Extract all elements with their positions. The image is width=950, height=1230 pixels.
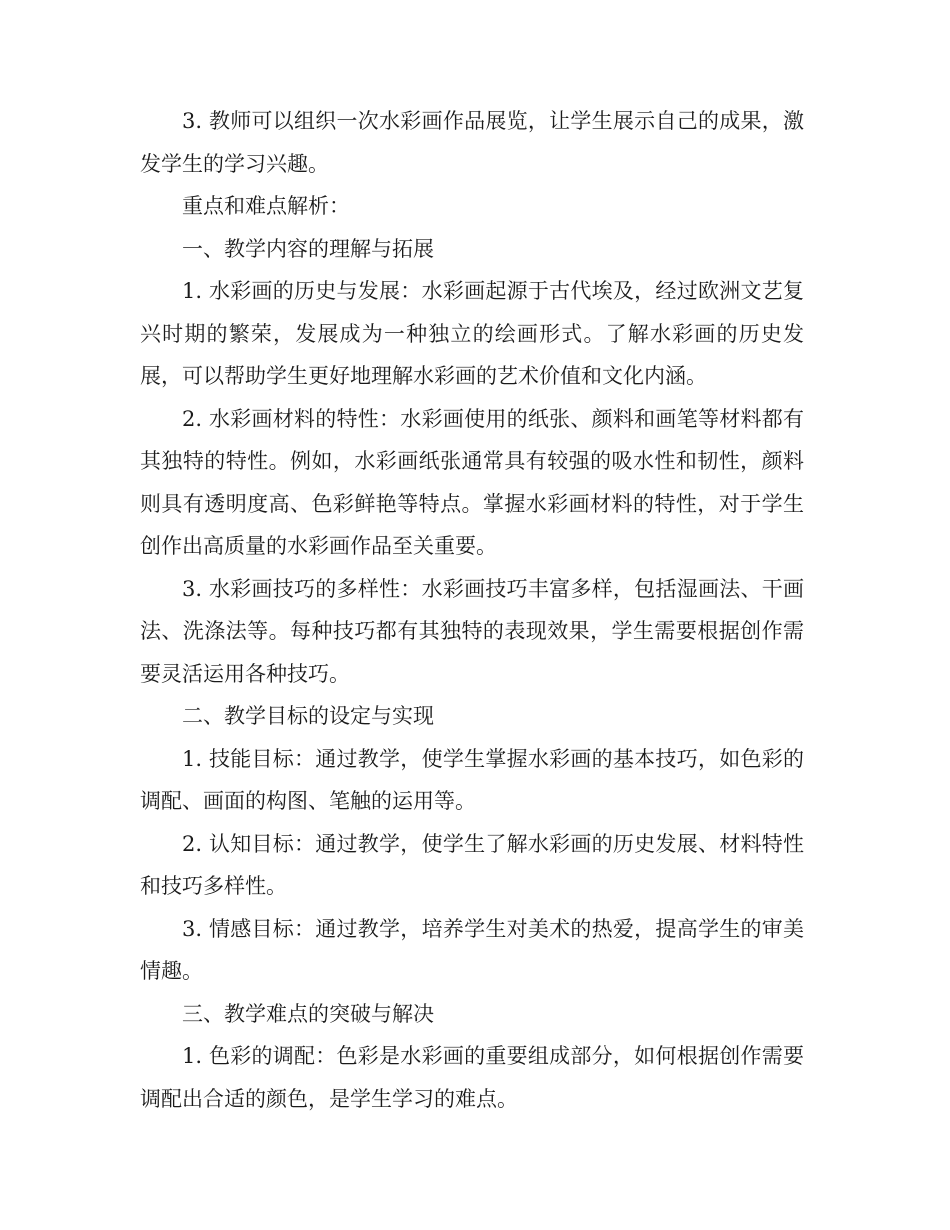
paragraph-exhibition: 3. 教师可以组织一次水彩画作品展览，让学生展示自己的成果，激发学生的学习兴趣。 xyxy=(140,109,804,176)
paragraph-emotional-goal: 3. 情感目标：通过教学，培养学生对美术的热爱，提高学生的审美情趣。 xyxy=(140,916,804,983)
paragraph-skill-goal: 1. 技能目标：通过教学，使学生掌握水彩画的基本技巧，如色彩的调配、画面的构图、笔触的运用等。 xyxy=(140,746,804,813)
section-heading-difficulties: 三、教学难点的突破与解决 xyxy=(182,1001,434,1026)
document-body xyxy=(140,100,804,1120)
paragraph-color-mixing: 1. 色彩的调配：色彩是水彩画的重要组成部分，如何根据创作需要调配出合适的颜色，是学生学习的难点。 xyxy=(140,1044,804,1111)
section-title-key-points: 重点和难点解析： xyxy=(182,194,350,218)
section-heading-goals: 二、教学目标的设定与实现 xyxy=(182,704,434,728)
paragraph-cognitive-goal: 2. 认知目标：通过教学，使学生了解水彩画的历史发展、材料特性和技巧多样性。 xyxy=(140,831,804,898)
paragraph-techniques: 3. 水彩画技巧的多样性：水彩画技巧丰富多样，包括湿画法、干画法、洗涤法等。每种技巧都有其独特的表现效果，学生需要根据创作需要灵活运用各种技巧。 xyxy=(140,576,804,686)
paragraph-history: 1. 水彩画的历史与发展：水彩画起源于古代埃及，经过欧洲文艺复兴时期的繁荣，发展成为一种独立的绘画形式。了解水彩画的历史发展，可以帮助学生更好地理解水彩画的艺术价值和文化内涵。 xyxy=(140,279,804,388)
paragraph-materials: 2. 水彩画材料的特性：水彩画使用的纸张、颜料和画笔等材料都有其独特的特性。例如，水彩画纸张通常具有较强的吸水性和韧性，颜料则具有透明度高、色彩鲜艳等特点。掌握水彩画材料的特性，对于学生创作出高质量的水彩画作品至关重要。 xyxy=(140,406,804,558)
section-heading-content: 一、教学内容的理解与拓展 xyxy=(182,236,434,261)
